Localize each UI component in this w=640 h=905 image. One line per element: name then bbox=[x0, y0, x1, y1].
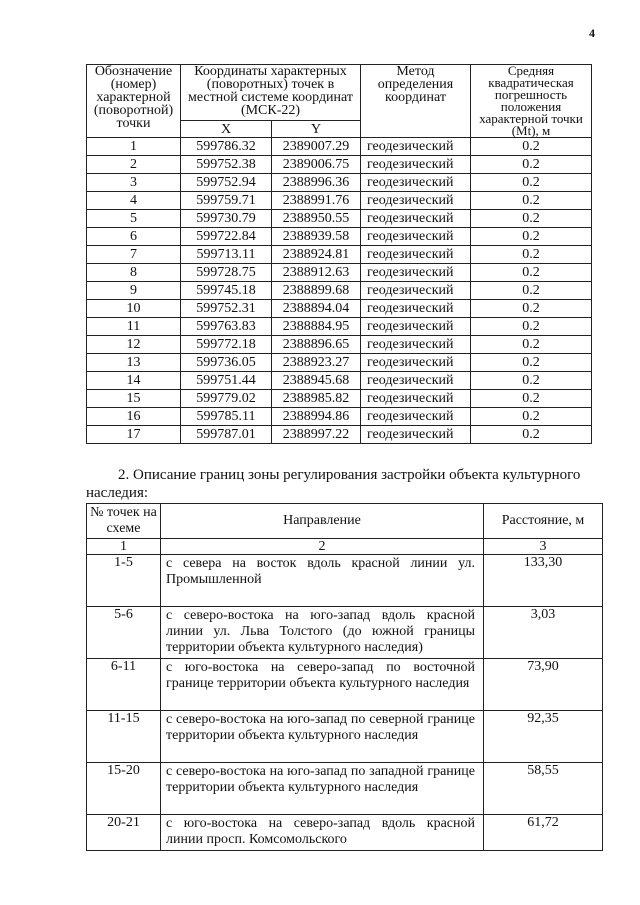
method-cell: геодезический bbox=[361, 354, 471, 372]
point-number-cell: 6 bbox=[87, 228, 181, 246]
error-cell: 0.2 bbox=[471, 318, 592, 336]
table-row bbox=[87, 138, 592, 156]
y-coordinate-cell: 2388991.76 bbox=[272, 192, 361, 210]
y-coordinate-cell: 2388924.81 bbox=[272, 246, 361, 264]
method-cell: геодезический bbox=[361, 264, 471, 282]
points-cell: 15-20 bbox=[87, 763, 161, 815]
method-cell: геодезический bbox=[361, 174, 471, 192]
x-coordinate-cell: 599779.02 bbox=[181, 390, 272, 408]
table-row bbox=[87, 555, 603, 607]
x-coordinate-cell: 599786.32 bbox=[181, 138, 272, 156]
table-row bbox=[87, 192, 592, 210]
y-coordinate-cell: 2388994.86 bbox=[272, 408, 361, 426]
direction-cell: с северо-востока на юго-запад по северной границе территории объекта культурного наследия bbox=[161, 711, 484, 763]
distance-cell: 61,72 bbox=[484, 815, 603, 851]
points-cell: 1-5 bbox=[87, 555, 161, 607]
method-cell: геодезический bbox=[361, 228, 471, 246]
method-cell: геодезический bbox=[361, 408, 471, 426]
direction-cell: с юго-востока на северо-запад по восточной границе территории объекта культурного наследия bbox=[161, 659, 484, 711]
x-coordinate-cell: 599772.18 bbox=[181, 336, 272, 354]
direction-cell: с северо-востока на юго-запад по западной границе территории объекта культурного наследия bbox=[161, 763, 484, 815]
column-number: 2 bbox=[161, 539, 484, 555]
error-cell: 0.2 bbox=[471, 246, 592, 264]
x-coordinate-cell: 599752.38 bbox=[181, 156, 272, 174]
point-number-cell: 14 bbox=[87, 372, 181, 390]
error-cell: 0.2 bbox=[471, 264, 592, 282]
method-cell: геодезический bbox=[361, 390, 471, 408]
distance-cell: 73,90 bbox=[484, 659, 603, 711]
table-row bbox=[87, 372, 592, 390]
y-coordinate-cell: 2388997.22 bbox=[272, 426, 361, 444]
point-number-cell: 12 bbox=[87, 336, 181, 354]
method-cell: геодезический bbox=[361, 426, 471, 444]
direction-cell: с севера на восток вдоль красной линии ул. Промышленной bbox=[161, 555, 484, 607]
points-cell: 6-11 bbox=[87, 659, 161, 711]
error-cell: 0.2 bbox=[471, 426, 592, 444]
error-cell: 0.2 bbox=[471, 390, 592, 408]
points-cell: 20-21 bbox=[87, 815, 161, 851]
table-row bbox=[87, 659, 603, 711]
y-coordinate-cell: 2388923.27 bbox=[272, 354, 361, 372]
point-number-cell: 8 bbox=[87, 264, 181, 282]
x-coordinate-cell: 599785.11 bbox=[181, 408, 272, 426]
distance-cell: 3,03 bbox=[484, 607, 603, 659]
method-cell: геодезический bbox=[361, 156, 471, 174]
error-cell: 0.2 bbox=[471, 372, 592, 390]
header-error: Средняя квадратическая погрешность положения характерной точки (Mt), м bbox=[471, 65, 592, 138]
table-row bbox=[87, 711, 603, 763]
table-row bbox=[87, 246, 592, 264]
point-number-cell: 7 bbox=[87, 246, 181, 264]
section-heading bbox=[86, 466, 601, 502]
method-cell: геодезический bbox=[361, 138, 471, 156]
point-number-cell: 13 bbox=[87, 354, 181, 372]
method-cell: геодезический bbox=[361, 300, 471, 318]
point-number-cell: 5 bbox=[87, 210, 181, 228]
y-coordinate-cell: 2388899.68 bbox=[272, 282, 361, 300]
table-row bbox=[87, 354, 592, 372]
direction-cell: с северо-востока на юго-запад вдоль красной линии ул. Льва Толстого (до южной границы территории объекта культурного наследия) bbox=[161, 607, 484, 659]
method-cell: геодезический bbox=[361, 372, 471, 390]
error-cell: 0.2 bbox=[471, 354, 592, 372]
table-row bbox=[87, 318, 592, 336]
x-coordinate-cell: 599730.79 bbox=[181, 210, 272, 228]
table-row bbox=[87, 300, 592, 318]
x-coordinate-cell: 599752.31 bbox=[181, 300, 272, 318]
x-coordinate-cell: 599752.94 bbox=[181, 174, 272, 192]
points-cell: 5-6 bbox=[87, 607, 161, 659]
error-cell: 0.2 bbox=[471, 156, 592, 174]
point-number-cell: 4 bbox=[87, 192, 181, 210]
column-number: 3 bbox=[484, 539, 603, 555]
header-direction: Направление bbox=[161, 504, 484, 539]
section-heading-text: 2. Описание границ зоны регулирования застройки объекта культурного наследия: bbox=[86, 467, 581, 501]
point-number-cell: 17 bbox=[87, 426, 181, 444]
table-row bbox=[87, 282, 592, 300]
y-coordinate-cell: 2388894.04 bbox=[272, 300, 361, 318]
x-coordinate-cell: 599713.11 bbox=[181, 246, 272, 264]
point-number-cell: 2 bbox=[87, 156, 181, 174]
distance-cell: 133,30 bbox=[484, 555, 603, 607]
error-cell: 0.2 bbox=[471, 192, 592, 210]
table-row bbox=[87, 174, 592, 192]
y-coordinate-cell: 2388945.68 bbox=[272, 372, 361, 390]
x-coordinate-cell: 599745.18 bbox=[181, 282, 272, 300]
table-row bbox=[87, 763, 603, 815]
point-number-cell: 16 bbox=[87, 408, 181, 426]
coordinates-table bbox=[86, 64, 592, 444]
x-coordinate-cell: 599763.83 bbox=[181, 318, 272, 336]
table-row bbox=[87, 210, 592, 228]
header-method: Метод определения координат bbox=[361, 65, 471, 138]
header-distance: Расстояние, м bbox=[484, 504, 603, 539]
point-number-cell: 10 bbox=[87, 300, 181, 318]
y-coordinate-cell: 2388950.55 bbox=[272, 210, 361, 228]
y-coordinate-cell: 2388896.65 bbox=[272, 336, 361, 354]
x-coordinate-cell: 599728.75 bbox=[181, 264, 272, 282]
point-number-cell: 11 bbox=[87, 318, 181, 336]
header-x: X bbox=[181, 121, 272, 138]
error-cell: 0.2 bbox=[471, 228, 592, 246]
page-number: 4 bbox=[589, 26, 595, 40]
error-cell: 0.2 bbox=[471, 282, 592, 300]
column-number: 1 bbox=[87, 539, 161, 555]
header-y: Y bbox=[272, 121, 361, 138]
distance-cell: 92,35 bbox=[484, 711, 603, 763]
error-cell: 0.2 bbox=[471, 336, 592, 354]
point-number-cell: 15 bbox=[87, 390, 181, 408]
points-cell: 11-15 bbox=[87, 711, 161, 763]
header-designation: Обозначение (номер) характерной (поворотной) точки bbox=[87, 65, 181, 138]
method-cell: геодезический bbox=[361, 336, 471, 354]
method-cell: геодезический bbox=[361, 318, 471, 336]
point-number-cell: 1 bbox=[87, 138, 181, 156]
table-row bbox=[87, 264, 592, 282]
method-cell: геодезический bbox=[361, 210, 471, 228]
y-coordinate-cell: 2389006.75 bbox=[272, 156, 361, 174]
x-coordinate-cell: 599722.84 bbox=[181, 228, 272, 246]
y-coordinate-cell: 2388996.36 bbox=[272, 174, 361, 192]
point-number-cell: 9 bbox=[87, 282, 181, 300]
y-coordinate-cell: 2388985.82 bbox=[272, 390, 361, 408]
method-cell: геодезический bbox=[361, 192, 471, 210]
direction-cell: с юго-востока на северо-запад вдоль красной линии просп. Комсомольского bbox=[161, 815, 484, 851]
y-coordinate-cell: 2389007.29 bbox=[272, 138, 361, 156]
table-row bbox=[87, 390, 592, 408]
error-cell: 0.2 bbox=[471, 138, 592, 156]
x-coordinate-cell: 599787.01 bbox=[181, 426, 272, 444]
y-coordinate-cell: 2388884.95 bbox=[272, 318, 361, 336]
header-coordinates: Координаты характерных (поворотных) точек в местной системе координат (МСК-22) bbox=[181, 65, 361, 121]
error-cell: 0.2 bbox=[471, 210, 592, 228]
boundary-table bbox=[86, 503, 603, 851]
y-coordinate-cell: 2388939.58 bbox=[272, 228, 361, 246]
table-row bbox=[87, 336, 592, 354]
y-coordinate-cell: 2388912.63 bbox=[272, 264, 361, 282]
point-number-cell: 3 bbox=[87, 174, 181, 192]
table-row bbox=[87, 815, 603, 851]
x-coordinate-cell: 599736.05 bbox=[181, 354, 272, 372]
method-cell: геодезический bbox=[361, 282, 471, 300]
error-cell: 0.2 bbox=[471, 300, 592, 318]
table-row bbox=[87, 408, 592, 426]
distance-cell: 58,55 bbox=[484, 763, 603, 815]
method-cell: геодезический bbox=[361, 246, 471, 264]
table-row bbox=[87, 607, 603, 659]
table-row bbox=[87, 426, 592, 444]
table-row bbox=[87, 156, 592, 174]
header-points: № точек на схеме bbox=[87, 504, 161, 539]
x-coordinate-cell: 599751.44 bbox=[181, 372, 272, 390]
error-cell: 0.2 bbox=[471, 408, 592, 426]
error-cell: 0.2 bbox=[471, 174, 592, 192]
x-coordinate-cell: 599759.71 bbox=[181, 192, 272, 210]
table-row bbox=[87, 228, 592, 246]
